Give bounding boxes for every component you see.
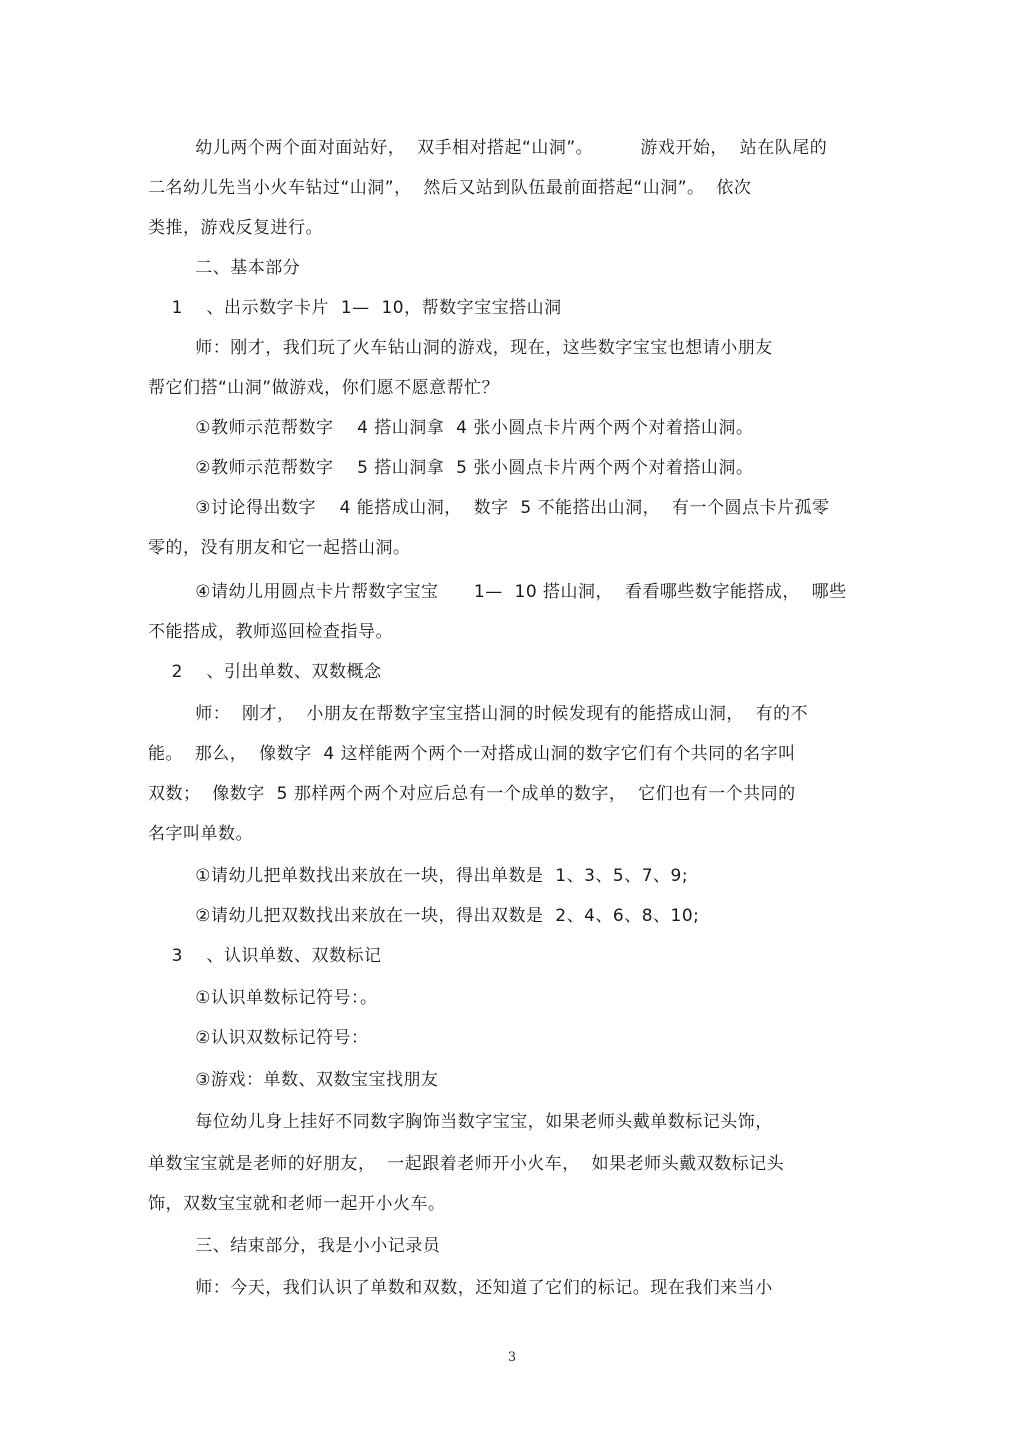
section-heading: 二、基本部分 — [148, 258, 301, 278]
text-line: 能。 那么， 像数字 4 这样能两个两个一对搭成山洞的数字它们有个共同的名字叫 — [148, 744, 796, 764]
text-line: 类推，游戏反复进行。 — [148, 218, 323, 238]
text-line: 师：刚才，我们玩了火车钻山洞的游戏，现在，这些数字宝宝也想请小朋友 — [148, 338, 773, 358]
list-item: ①请幼儿把单数找出来放在一块，得出单数是 1、3、5、7、9; — [148, 866, 689, 886]
text-line: 不能搭成，教师巡回检查指导。 — [148, 622, 393, 642]
text-line: 帮它们搭“山洞”做游戏，你们愿不愿意帮忙？ — [148, 378, 500, 398]
list-item: ④请幼儿用圆点卡片帮数字宝宝 1— 10 搭山洞， 看看哪些数字能搭成， 哪些 — [148, 582, 847, 602]
text-line: 名字叫单数。 — [148, 824, 253, 844]
text-line: 师： 刚才， 小朋友在帮数字宝宝搭山洞的时候发现有的能搭成山洞， 有的不 — [148, 704, 809, 724]
list-item: ③游戏：单数、双数宝宝找朋友 — [148, 1070, 439, 1090]
subsection-heading: 1 、出示数字卡片 1— 10，帮数字宝宝搭山洞 — [148, 298, 562, 318]
list-item: ②请幼儿把双数找出来放在一块，得出双数是 2、4、6、8、10; — [148, 906, 700, 926]
text-line: 零的，没有朋友和它一起搭山洞。 — [148, 538, 411, 558]
list-item: ②教师示范帮数字 5 搭山洞拿 5 张小圆点卡片两个两个对着搭山洞。 — [148, 458, 754, 478]
list-item: ①认识单数标记符号：。 — [148, 988, 378, 1008]
text-line: 双数； 像数字 5 那样两个两个对应后总有一个成单的数字， 它们也有一个共同的 — [148, 784, 796, 804]
list-item: ①教师示范帮数字 4 搭山洞拿 4 张小圆点卡片两个两个对着搭山洞。 — [148, 418, 754, 438]
subsection-heading: 2 、引出单数、双数概念 — [148, 662, 382, 682]
section-heading: 三、结束部分，我是小小记录员 — [148, 1236, 441, 1256]
subsection-heading: 3 、认识单数、双数标记 — [148, 946, 382, 966]
text-line: 幼儿两个两个面对面站好， 双手相对搭起“山洞”。 游戏开始， 站在队尾的 — [148, 138, 828, 158]
text-line: 饰，双数宝宝就和老师一起开小火车。 — [148, 1194, 446, 1214]
text-line: 师：今天，我们认识了单数和双数，还知道了它们的标记。现在我们来当小 — [148, 1278, 773, 1298]
page-number: 3 — [507, 1350, 517, 1365]
text-line: 每位幼儿身上挂好不同数字胸饰当数字宝宝，如果老师头戴单数标记头饰， — [148, 1112, 773, 1132]
text-line: 二名幼儿先当小火车钻过“山洞”， 然后又站到队伍最前面搭起“山洞”。 依次 — [148, 178, 752, 198]
list-item: ②认识双数标记符号： — [148, 1028, 369, 1048]
list-item: ③讨论得出数字 4 能搭成山洞， 数字 5 不能搭出山洞， 有一个圆点卡片孤零 — [148, 498, 830, 518]
text-line: 单数宝宝就是老师的好朋友， 一起跟着老师开小火车， 如果老师头戴双数标记头 — [148, 1154, 785, 1174]
